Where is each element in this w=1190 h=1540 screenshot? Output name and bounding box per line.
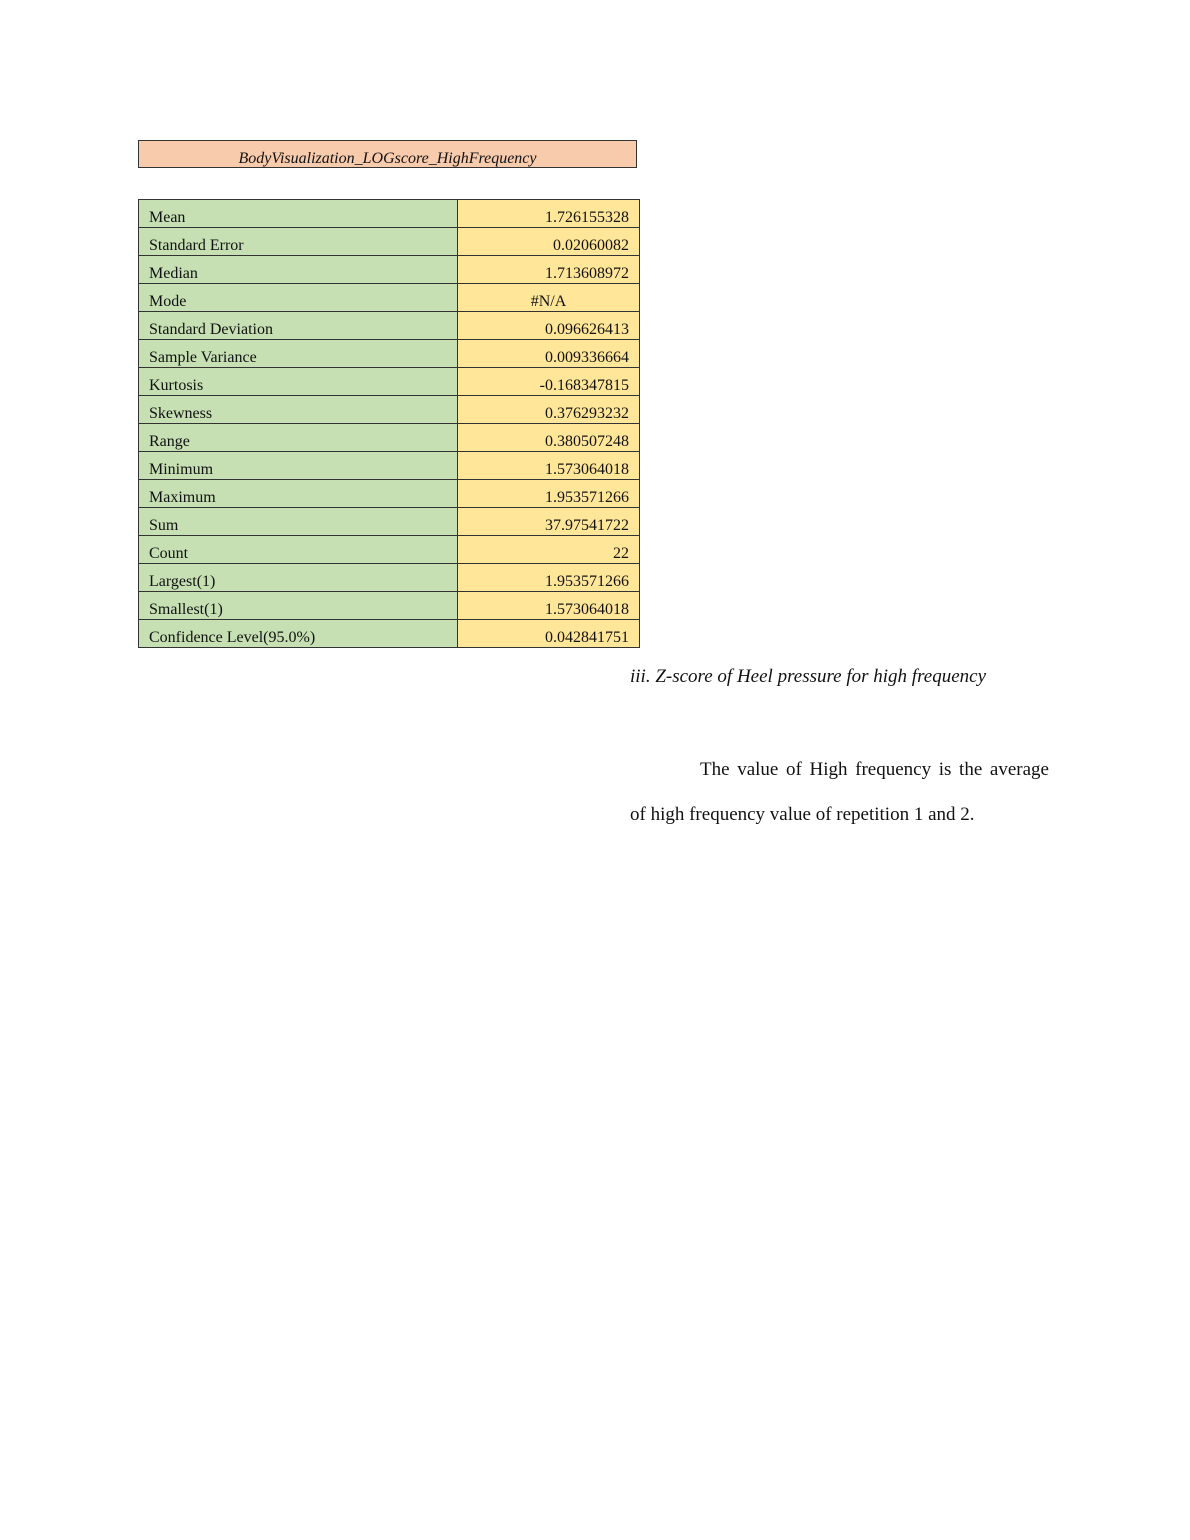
stat-value: #N/A xyxy=(458,284,640,312)
stat-value: 1.573064018 xyxy=(458,592,640,620)
stat-value: 1.713608972 xyxy=(458,256,640,284)
table-row xyxy=(139,200,640,228)
stat-value: 1.726155328 xyxy=(458,200,640,228)
table-row xyxy=(139,536,640,564)
stat-value: -0.168347815 xyxy=(458,368,640,396)
section-heading: iii. Z-score of Heel pressure for high frequency xyxy=(630,666,987,687)
table-row xyxy=(139,564,640,592)
table-row xyxy=(139,256,640,284)
stat-value: 1.953571266 xyxy=(458,564,640,592)
stat-label: Standard Error xyxy=(139,228,458,256)
stat-label: Standard Deviation xyxy=(139,312,458,340)
body-paragraph: The value of High frequency is the average of high frequency value of repetition 1 and 2. xyxy=(630,759,1049,825)
table-row xyxy=(139,368,640,396)
stat-value: 22 xyxy=(458,536,640,564)
stat-label: Confidence Level(95.0%) xyxy=(139,620,458,648)
table-row xyxy=(139,340,640,368)
table-row xyxy=(139,592,640,620)
stat-label: Sum xyxy=(139,508,458,536)
stat-value: 1.953571266 xyxy=(458,480,640,508)
stat-value: 1.573064018 xyxy=(458,452,640,480)
table-row xyxy=(139,508,640,536)
stat-label: Sample Variance xyxy=(139,340,458,368)
stat-label: Count xyxy=(139,536,458,564)
stat-label: Median xyxy=(139,256,458,284)
stat-label: Mode xyxy=(139,284,458,312)
table-row xyxy=(139,620,640,648)
stat-label: Minimum xyxy=(139,452,458,480)
table-row xyxy=(139,228,640,256)
stat-value: 0.376293232 xyxy=(458,396,640,424)
table-title: BodyVisualization_LOGscore_HighFrequency xyxy=(138,140,637,168)
stat-label: Skewness xyxy=(139,396,458,424)
descriptive-statistics-table xyxy=(138,199,640,648)
stat-label: Smallest(1) xyxy=(139,592,458,620)
table-row xyxy=(139,480,640,508)
stat-value: 0.096626413 xyxy=(458,312,640,340)
stat-label: Range xyxy=(139,424,458,452)
stat-value: 37.97541722 xyxy=(458,508,640,536)
table-row xyxy=(139,312,640,340)
table-row xyxy=(139,284,640,312)
table-row xyxy=(139,424,640,452)
table-row xyxy=(139,396,640,424)
stat-value: 0.380507248 xyxy=(458,424,640,452)
stat-value: 0.042841751 xyxy=(458,620,640,648)
stat-label: Mean xyxy=(139,200,458,228)
table-row xyxy=(139,452,640,480)
stat-label: Kurtosis xyxy=(139,368,458,396)
stat-value: 0.02060082 xyxy=(458,228,640,256)
stat-label: Largest(1) xyxy=(139,564,458,592)
stat-value: 0.009336664 xyxy=(458,340,640,368)
stat-label: Maximum xyxy=(139,480,458,508)
